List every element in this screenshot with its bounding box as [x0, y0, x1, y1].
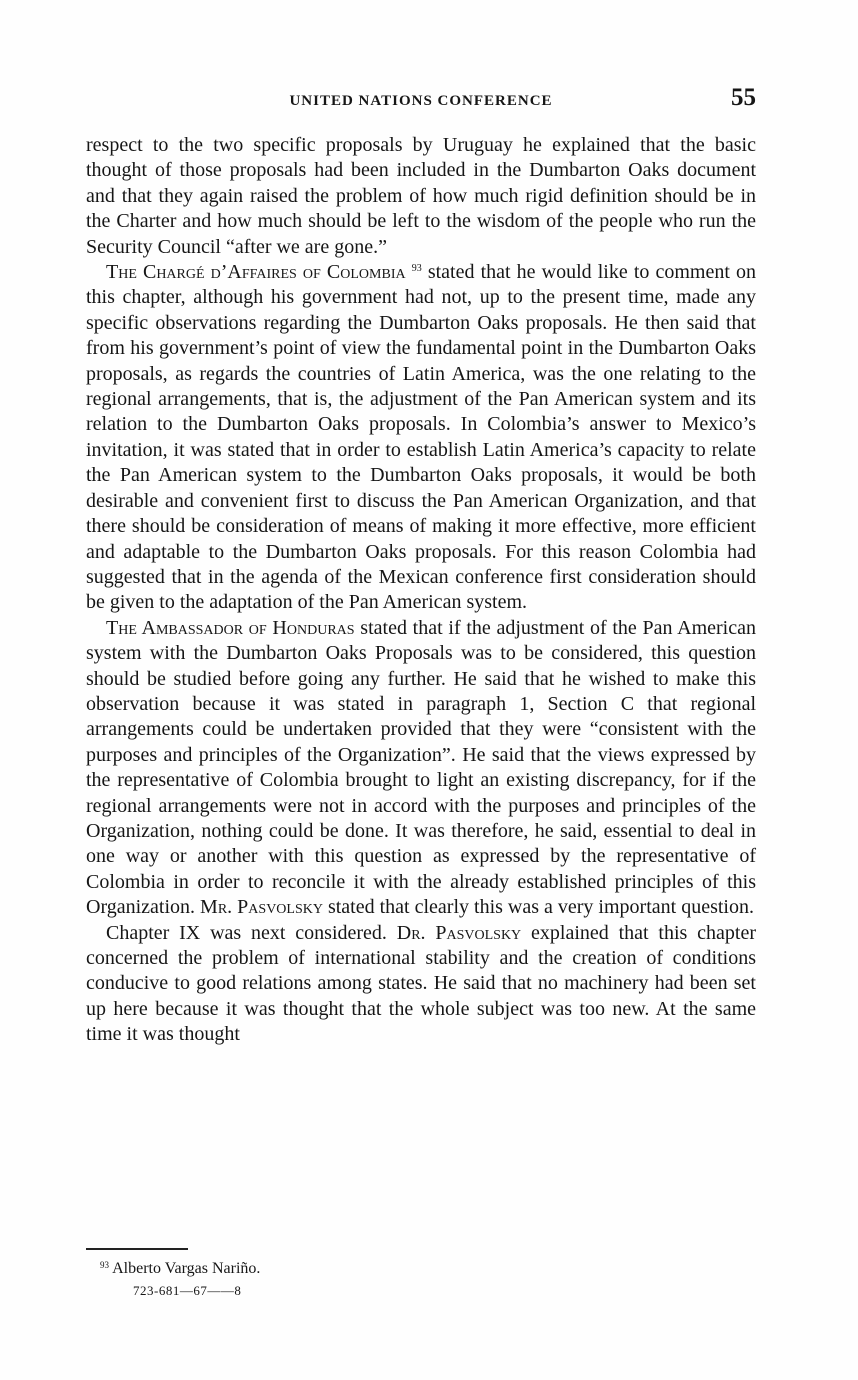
footnote-rule	[86, 1248, 188, 1250]
paragraph-4-text: Chapter IX was next considered.	[106, 921, 397, 944]
running-title: UNITED NATIONS CONFERENCE	[289, 93, 553, 109]
speaker-pasvolsky: Mr. Pasvolsky	[200, 896, 323, 919]
paragraph-3-text-end: stated that clearly this was a very important question.	[322, 896, 754, 919]
paragraph-1	[86, 133, 756, 260]
footnote-reference: 93	[411, 263, 422, 275]
footnote-text: Alberto Vargas Nariño.	[112, 1260, 261, 1277]
paragraph-1-text: respect to the two specific proposals by Uruguay he explained that the basic thought of those proposals had been included in the Dumbarton Oaks document and that they again raised the problem of how much rigid definition should be in the Charter and how much should be left to the wisdom of the people who run the Security Council “after we are gone.”	[86, 134, 756, 258]
speaker-honduras: The Ambassador of Honduras	[106, 616, 355, 639]
footnote	[100, 1259, 260, 1279]
print-code: 723-681—67——8	[133, 1283, 242, 1298]
paragraph-2	[86, 260, 756, 616]
speaker-colombia: The Chargé d’Affaires of Colombia	[106, 261, 406, 284]
body-text	[86, 133, 756, 1048]
paragraph-2-text: stated that he would like to comment on this chapter, although his government had not, up to the present time, made any specific observations regarding the Dumbarton Oaks proposals. He then said that from his government’s point of view the fundamental point in the Dumbarton Oaks proposals, as regards the countries of Latin America, was the one relating to the regional arrangements, that is, the adjustment of the Pan American system and its relation to the Dumbarton Oaks proposals. In Colombia’s answer to Mexico’s invitation, it was stated that in order to establish Latin America’s capacity to relate the Pan American system to the Dumbarton Oaks proposals, it would be both desirable and convenient first to discuss the Pan American Organization, and that there should be consideration of means of making it more effective, more efficient and adaptable to the Dumbarton Oaks proposals. For this reason Colombia had suggested that in the agenda of the Mexican conference first consideration should be given to the adaptation of the Pan American system.	[86, 261, 757, 614]
running-head	[86, 84, 756, 124]
paragraph-3-text: stated that if the adjustment of the Pan American system with the Dumbarton Oaks Proposals was to be considered, this question should be studied before going any further. He said that he wished to make this observation because it was stated in paragraph 1, Section C that regional arrangements could be undertaken provided that they were “consistent with the purposes and principles of the Organization”. He said that the views expressed by the representative of Colombia brought to light an existing discrepancy, for if the regional arrangements were not in accord with the purposes and principles of the Organization, nothing could be done. It was therefore, he said, essential to deal in one way or another with this question as expressed by the representative of Colombia in order to reconcile it with the already established principles of this Organization.	[86, 616, 756, 919]
paragraph-4	[86, 921, 756, 1048]
paragraph-3	[86, 616, 756, 921]
page-number: 55	[731, 84, 756, 111]
speaker-pasvolsky-2: Dr. Pasvolsky	[396, 921, 522, 944]
paragraph-4-text-end: explained that this chapter concerned the problem of international stability and the creation of conditions conducive to good relations among states. He said that no machinery had been set up here because it was thought that the whole subject was too new. At the same time it was thought	[86, 921, 756, 1046]
footnote-number: 93	[100, 1260, 109, 1270]
